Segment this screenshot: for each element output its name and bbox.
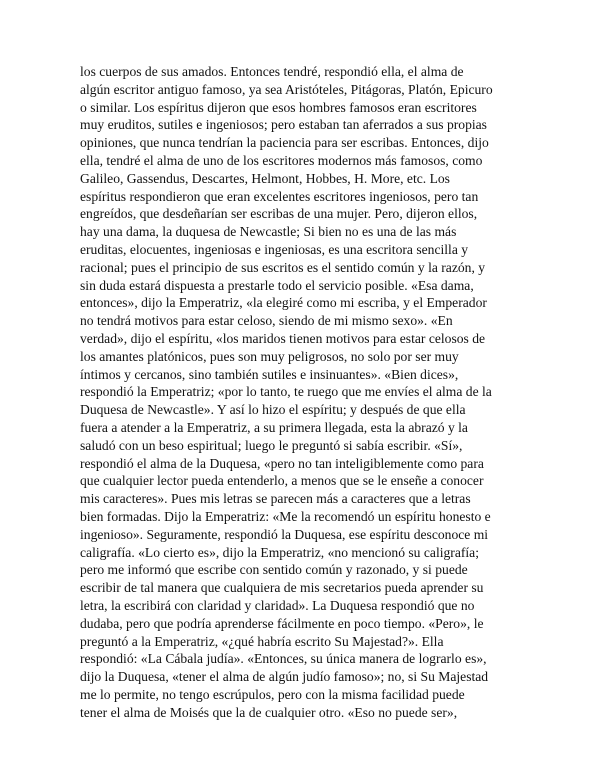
- text-line: respondió: «La Cábala judía». «Entonces, su única manera de lograrlo es»,: [80, 651, 487, 667]
- text-line: eruditas, elocuentes, ingeniosas e ingeniosas, es una escritora sencilla y: [80, 241, 469, 257]
- text-line: opiniones, que nunca tendrían la paciencia para ser escribas. Entonces, dijo: [80, 135, 489, 151]
- text-line: íntimos y cercanos, sino también sutiles e insinuantes». «Bien dices»,: [80, 366, 459, 382]
- text-line: mis caracteres». Pues mis letras se parecen más a caracteres que a letras: [80, 491, 471, 507]
- text-line: letra, la escribirá con claridad y claridad». La Duquesa respondió que no: [80, 597, 475, 613]
- text-line: Galileo, Gassendus, Descartes, Helmont, Hobbes, H. More, etc. Los: [80, 170, 450, 186]
- text-line: los amantes platónicos, pues son muy peligrosos, no solo por ser muy: [80, 348, 459, 364]
- text-line: bien formadas. Dijo la Emperatriz: «Me la recomendó un espíritu honesto e: [80, 508, 491, 524]
- text-line: pero me informó que escribe con sentido común y razonado, y si puede: [80, 562, 468, 578]
- text-line: algún escritor antiguo famoso, ya sea Aristóteles, Pitágoras, Platón, Epicuro: [80, 81, 493, 97]
- text-line: tener el alma de Moisés que la de cualquier otro. «Eso no puede ser»,: [80, 704, 458, 720]
- text-line: muy eruditos, sutiles e ingeniosos; pero estaban tan aferrados a sus propias: [80, 117, 487, 133]
- text-line: hay una dama, la duquesa de Newcastle; Si bien no es una de las más: [80, 224, 457, 240]
- text-line: sin duda estará dispuesta a prestarle todo el servicio posible. «Esa dama,: [80, 277, 474, 293]
- text-line: no tendrá motivos para estar celoso, siendo de mi mismo sexo». «En: [80, 313, 453, 329]
- text-line: engreídos, que desdeñarían ser escribas de una mujer. Pero, dijeron ellos,: [80, 206, 478, 222]
- text-line: o similar. Los espíritus dijeron que esos hombres famosos eran escritores: [80, 99, 477, 115]
- text-line: dudaba, pero que podría aprenderse fácilmente en poco tiempo. «Pero», le: [80, 615, 484, 631]
- text-line: entonces», dijo la Emperatriz, «la elegiré como mi escriba, y el Emperador: [80, 295, 487, 311]
- text-line: respondió la Emperatriz; «por lo tanto, te ruego que me envíes el alma de la: [80, 384, 492, 400]
- text-line: preguntó a la Emperatriz, «¿qué habría escrito Su Majestad?». Ella: [80, 633, 444, 649]
- text-line: escribir de tal manera que cualquiera de mis secretarios pueda aprender su: [80, 580, 484, 596]
- text-line: ella, tendré el alma de uno de los escritores modernos más famosos, como: [80, 152, 483, 168]
- text-line: ingenioso». Seguramente, respondió la Duquesa, ese espíritu desconoce mi: [80, 526, 489, 542]
- text-line: los cuerpos de sus amados. Entonces tendré, respondió ella, el alma de: [80, 64, 464, 79]
- text-line: dijo la Duquesa, «tener el alma de algún judío famoso»; no, si Su Majestad: [80, 669, 489, 685]
- text-line: saludó con un beso espiritual; luego le preguntó si sabía escribir. «Sí»,: [80, 437, 463, 453]
- text-line: verdad», dijo el espíritu, «los maridos tienen motivos para estar celosos de: [80, 330, 486, 346]
- text-line: fuera a atender a la Emperatriz, a su primera llegada, esta la abrazó y la: [80, 419, 468, 435]
- text-line: espíritus respondieron que eran excelentes escritores ingeniosos, pero tan: [80, 188, 479, 204]
- text-line: me lo permite, no tengo escrúpulos, pero con la misma facilidad puede: [80, 686, 465, 702]
- text-line: que cualquier lector pueda entenderlo, a menos que se le enseñe a conocer: [80, 473, 484, 489]
- body-text: [80, 63, 530, 721]
- text-line: respondió el alma de la Duquesa, «pero no tan inteligiblemente como para: [80, 455, 484, 471]
- text-line: caligrafía. «Lo cierto es», dijo la Emperatriz, «no mencionó su caligrafía;: [80, 544, 479, 560]
- text-line: racional; pues el principio de sus escritos es el sentido común y la razón, y: [80, 259, 486, 275]
- text-line: Duquesa de Newcastle». Y así lo hizo el espíritu; y después de que ella: [80, 402, 466, 418]
